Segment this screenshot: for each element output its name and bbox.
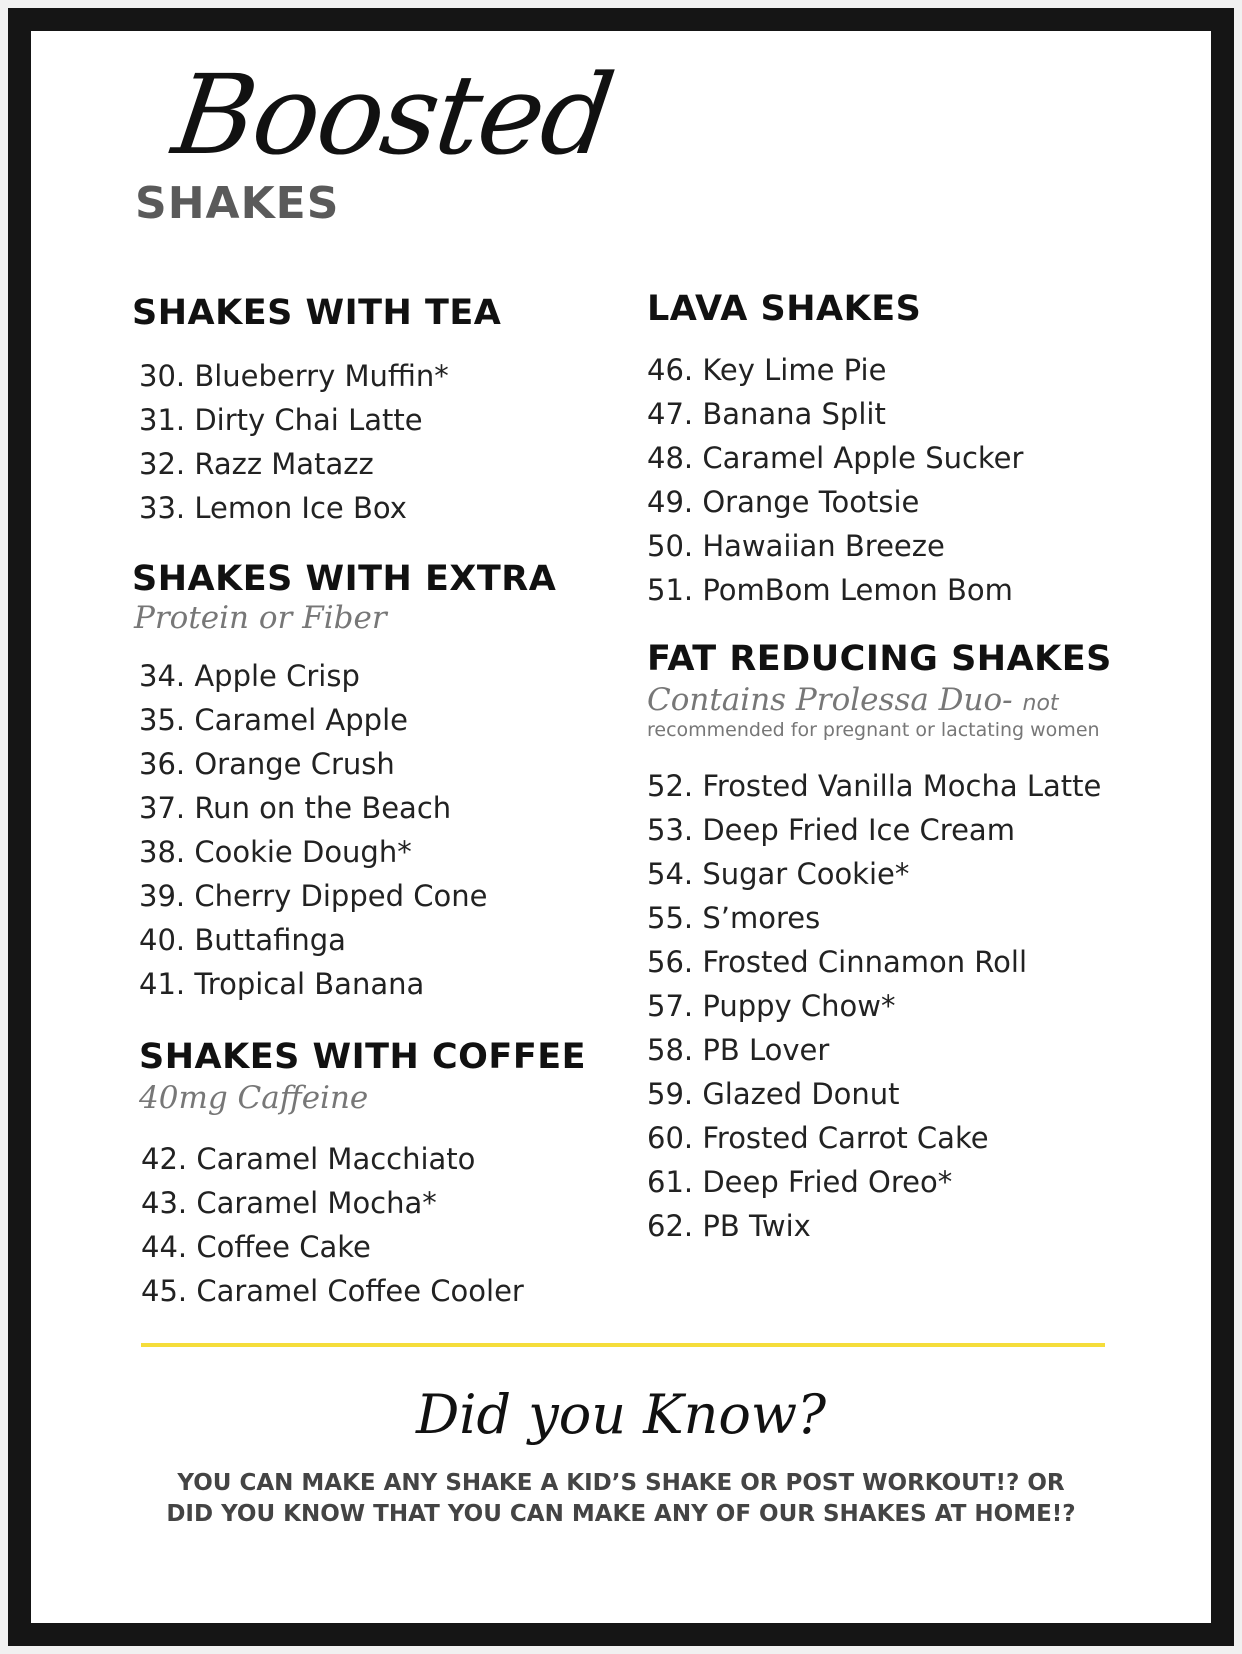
list-lava-shakes xyxy=(647,348,1023,612)
menu-item: 34. Apple Crisp xyxy=(139,659,360,693)
menu-item: 31. Dirty Chai Latte xyxy=(139,403,423,437)
menu-subtitle: SHAKES xyxy=(135,178,340,229)
menu-item: 60. Frosted Carrot Cake xyxy=(647,1121,989,1155)
menu-item: 47. Banana Split xyxy=(647,397,886,431)
yellow-divider xyxy=(141,1343,1105,1347)
menu-item: 45. Caramel Coffee Cooler xyxy=(141,1274,524,1308)
menu-item: 41. Tropical Banana xyxy=(139,967,425,1001)
menu-item: 46. Key Lime Pie xyxy=(647,353,887,387)
menu-item: 50. Hawaiian Breeze xyxy=(647,529,945,563)
heading-shakes-with-tea: SHAKES WITH TEA xyxy=(132,293,502,333)
menu-item: 49. Orange Tootsie xyxy=(647,485,920,519)
menu-item: 40. Buttafinga xyxy=(139,923,346,957)
menu-item: 58. PB Lover xyxy=(647,1033,830,1067)
heading-fat-reducing-shakes: FAT REDUCING SHAKES xyxy=(647,639,1112,679)
list-fat-reducing-shakes xyxy=(647,764,1101,1248)
menu-item: 39. Cherry Dipped Cone xyxy=(139,879,488,913)
menu-item: 55. S’mores xyxy=(647,901,821,935)
menu-item: 38. Cookie Dough* xyxy=(139,835,412,869)
menu-item: 42. Caramel Macchiato xyxy=(141,1142,476,1176)
did-you-know-heading: Did you Know? xyxy=(415,1383,827,1446)
note-contains-prolessa-duo xyxy=(647,682,1059,718)
heading-lava-shakes: LAVA SHAKES xyxy=(647,289,922,329)
menu-item: 57. Puppy Chow* xyxy=(647,989,896,1023)
note-tail: not xyxy=(1022,691,1059,716)
menu-item: 36. Orange Crush xyxy=(139,747,395,781)
menu-item: 56. Frosted Cinnamon Roll xyxy=(647,945,1028,979)
menu-item: 32. Razz Matazz xyxy=(139,447,374,481)
note-recommendation: recommended for pregnant or lactating women xyxy=(647,719,1100,741)
menu-item: 52. Frosted Vanilla Mocha Latte xyxy=(647,769,1102,803)
menu-item: 61. Deep Fried Oreo* xyxy=(647,1165,953,1199)
menu-item: 62. PB Twix xyxy=(647,1209,811,1243)
footer-line-2: DID YOU KNOW THAT YOU CAN MAKE ANY OF OUR SHAKES AT HOME!? xyxy=(166,1501,1076,1527)
menu-item: 54. Sugar Cookie* xyxy=(647,857,910,891)
list-shakes-with-extra xyxy=(139,654,487,1006)
note-caffeine: 40mg Caffeine xyxy=(139,1080,369,1116)
footer-line-1: YOU CAN MAKE ANY SHAKE A KID’S SHAKE OR POST WORKOUT!? OR xyxy=(177,1470,1065,1496)
heading-shakes-with-extra: SHAKES WITH EXTRA xyxy=(132,559,557,599)
menu-title-script: Boosted xyxy=(166,51,620,179)
menu-item: 33. Lemon Ice Box xyxy=(139,491,407,525)
menu-item: 53. Deep Fried Ice Cream xyxy=(647,813,1015,847)
list-shakes-with-coffee xyxy=(141,1137,524,1313)
menu-item: 44. Coffee Cake xyxy=(141,1230,371,1264)
menu-item: 37. Run on the Beach xyxy=(139,791,452,825)
note-script: Contains Prolessa Duo- xyxy=(647,682,1013,718)
menu-item: 43. Caramel Mocha* xyxy=(141,1186,437,1220)
menu-item: 30. Blueberry Muffin* xyxy=(139,359,449,393)
menu-item: 35. Caramel Apple xyxy=(139,703,408,737)
footer-text xyxy=(0,1468,1242,1530)
menu-item: 51. PomBom Lemon Bom xyxy=(647,573,1013,607)
menu-item: 48. Caramel Apple Sucker xyxy=(647,441,1024,475)
note-protein-or-fiber: Protein or Fiber xyxy=(134,600,387,636)
heading-shakes-with-coffee: SHAKES WITH COFFEE xyxy=(139,1037,587,1077)
menu-item: 59. Glazed Donut xyxy=(647,1077,900,1111)
list-shakes-with-tea xyxy=(139,354,449,530)
